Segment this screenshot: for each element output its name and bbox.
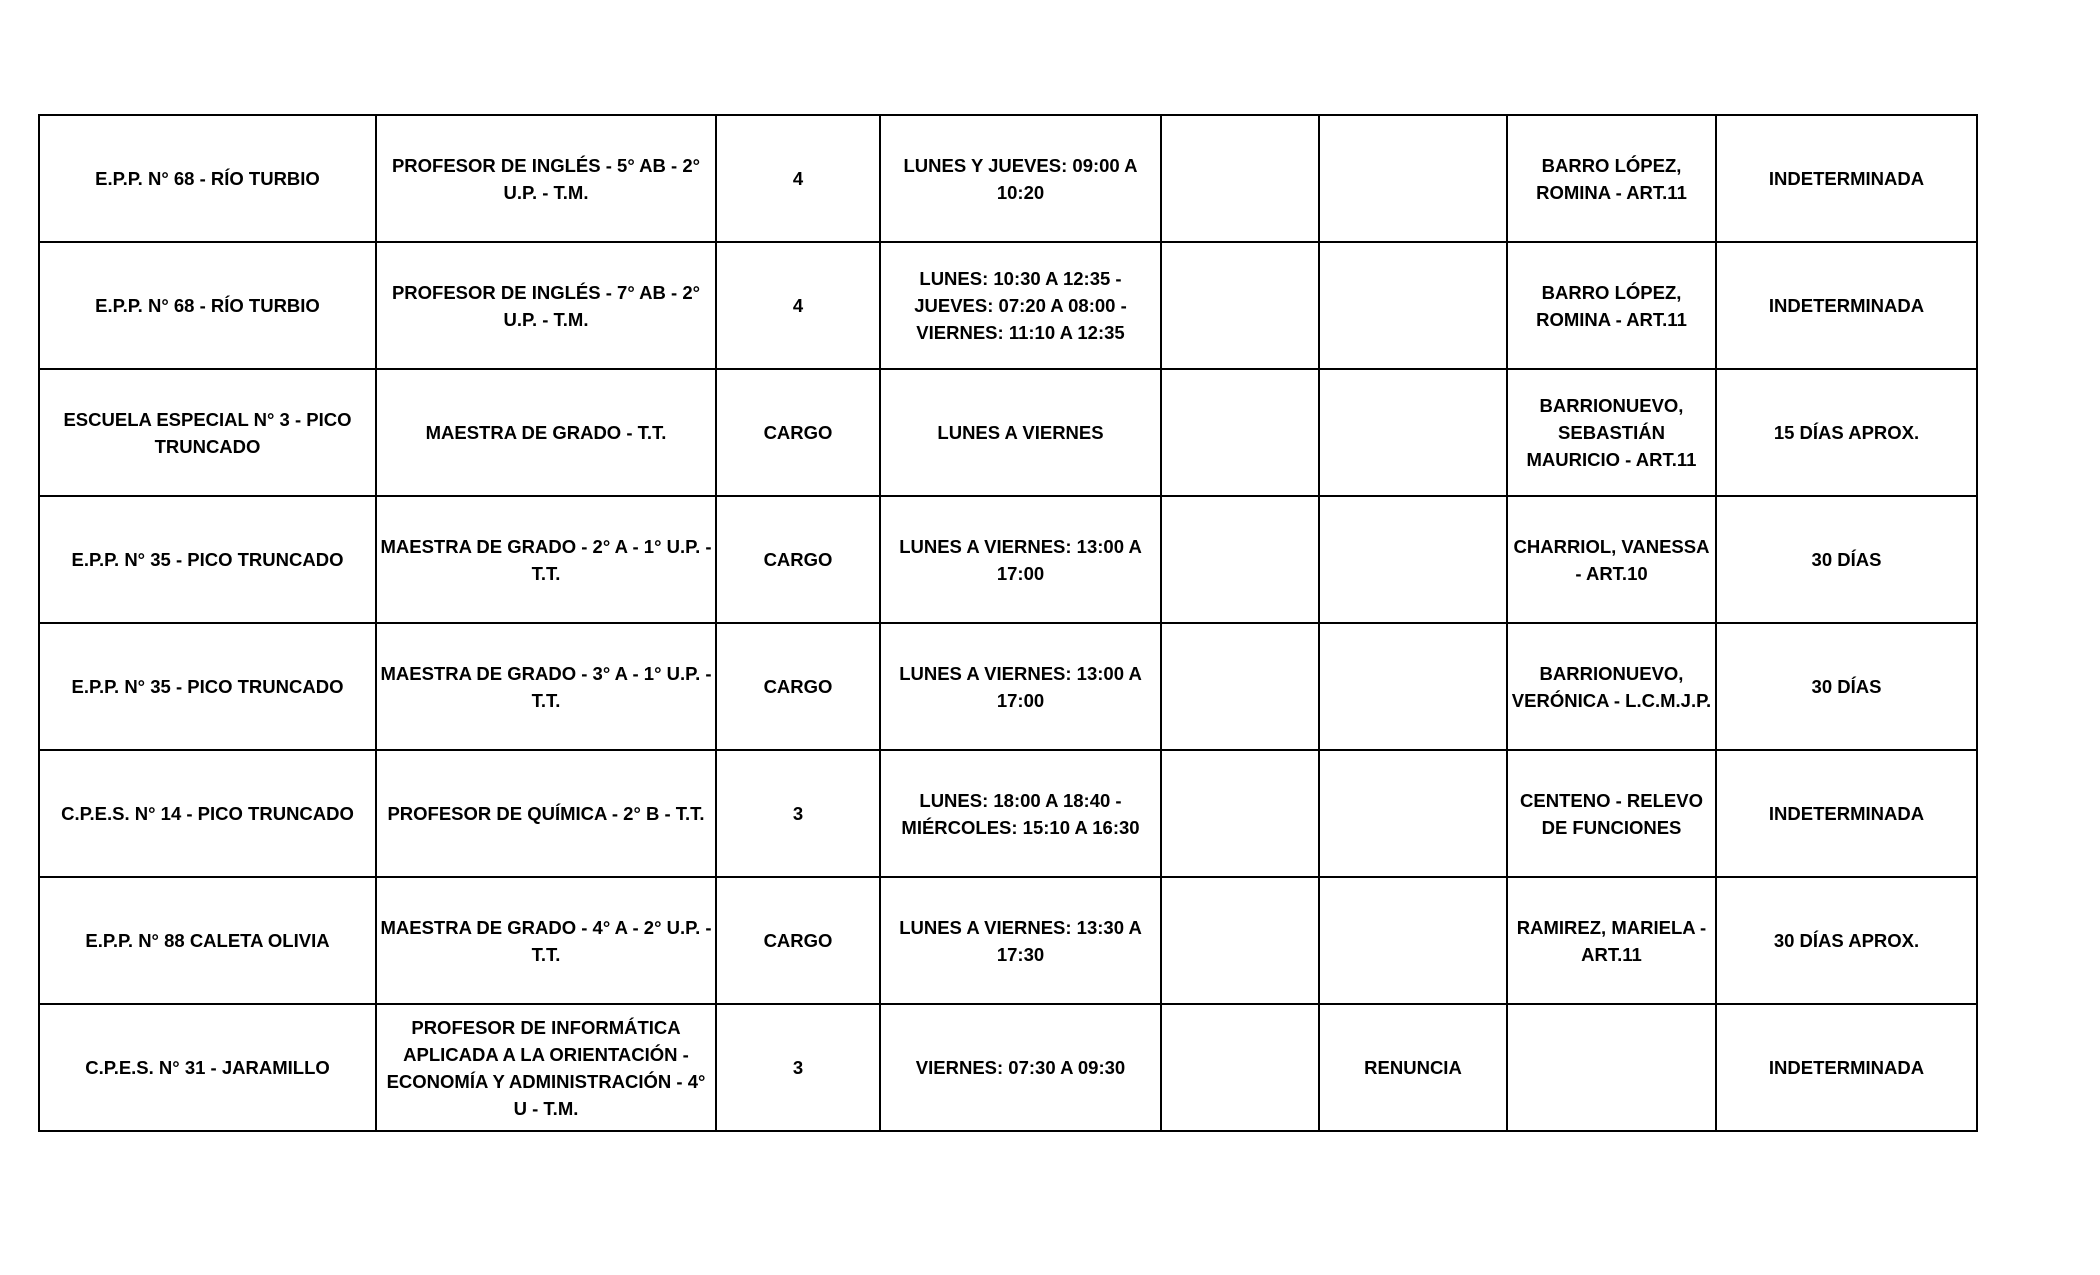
duration-cell: INDETERMINADA bbox=[1716, 750, 1977, 877]
schedule-cell: LUNES A VIERNES: 13:00 A 17:00 bbox=[880, 623, 1161, 750]
reason-cell bbox=[1319, 369, 1507, 496]
replaced-teacher-cell: CHARRIOL, VANESSA - ART.10 bbox=[1507, 496, 1716, 623]
reason-cell bbox=[1319, 496, 1507, 623]
school-cell: E.P.P. N° 68 - RÍO TURBIO bbox=[39, 242, 376, 369]
replaced-teacher-cell: BARRO LÓPEZ, ROMINA - ART.11 bbox=[1507, 115, 1716, 242]
hours-cell: CARGO bbox=[716, 877, 880, 1004]
position-cell: MAESTRA DE GRADO - 3° A - 1° U.P. - T.T. bbox=[376, 623, 716, 750]
reason-cell bbox=[1319, 623, 1507, 750]
duration-cell: 30 DÍAS bbox=[1716, 496, 1977, 623]
replaced-teacher-cell: BARRIONUEVO, VERÓNICA - L.C.M.J.P. bbox=[1507, 623, 1716, 750]
position-cell: PROFESOR DE INGLÉS - 7° AB - 2° U.P. - T.M. bbox=[376, 242, 716, 369]
duration-cell: 30 DÍAS bbox=[1716, 623, 1977, 750]
reason-cell: RENUNCIA bbox=[1319, 1004, 1507, 1131]
hours-cell: CARGO bbox=[716, 623, 880, 750]
position-cell: MAESTRA DE GRADO - T.T. bbox=[376, 369, 716, 496]
school-cell: C.P.E.S. N° 14 - PICO TRUNCADO bbox=[39, 750, 376, 877]
schedule-cell: LUNES A VIERNES: 13:00 A 17:00 bbox=[880, 496, 1161, 623]
reason-cell bbox=[1319, 242, 1507, 369]
hours-cell: CARGO bbox=[716, 496, 880, 623]
table-row bbox=[39, 750, 1977, 877]
spreadsheet-page bbox=[38, 114, 1976, 1132]
replaced-teacher-cell: BARRO LÓPEZ, ROMINA - ART.11 bbox=[1507, 242, 1716, 369]
empty-cell bbox=[1161, 496, 1319, 623]
duration-cell: INDETERMINADA bbox=[1716, 1004, 1977, 1131]
position-cell: MAESTRA DE GRADO - 4° A - 2° U.P. - T.T. bbox=[376, 877, 716, 1004]
table-row bbox=[39, 115, 1977, 242]
table-row bbox=[39, 496, 1977, 623]
school-cell: E.P.P. N° 88 CALETA OLIVIA bbox=[39, 877, 376, 1004]
hours-cell: 3 bbox=[716, 1004, 880, 1131]
empty-cell bbox=[1161, 623, 1319, 750]
replaced-teacher-cell: BARRIONUEVO, SEBASTIÁN MAURICIO - ART.11 bbox=[1507, 369, 1716, 496]
position-cell: PROFESOR DE INFORMÁTICA APLICADA A LA ORIENTACIÓN - ECONOMÍA Y ADMINISTRACIÓN - 4° U - T.M. bbox=[376, 1004, 716, 1131]
school-cell: E.P.P. N° 68 - RÍO TURBIO bbox=[39, 115, 376, 242]
empty-cell bbox=[1161, 750, 1319, 877]
schedule-cell: LUNES: 10:30 A 12:35 - JUEVES: 07:20 A 08:00 - VIERNES: 11:10 A 12:35 bbox=[880, 242, 1161, 369]
position-cell: PROFESOR DE QUÍMICA - 2° B - T.T. bbox=[376, 750, 716, 877]
vacancies-table bbox=[38, 114, 1978, 1132]
reason-cell bbox=[1319, 877, 1507, 1004]
duration-cell: 15 DÍAS APROX. bbox=[1716, 369, 1977, 496]
table-row bbox=[39, 623, 1977, 750]
schedule-cell: LUNES A VIERNES: 13:30 A 17:30 bbox=[880, 877, 1161, 1004]
schedule-cell: LUNES Y JUEVES: 09:00 A 10:20 bbox=[880, 115, 1161, 242]
duration-cell: 30 DÍAS APROX. bbox=[1716, 877, 1977, 1004]
schedule-cell: LUNES: 18:00 A 18:40 - MIÉRCOLES: 15:10 A 16:30 bbox=[880, 750, 1161, 877]
schedule-cell: VIERNES: 07:30 A 09:30 bbox=[880, 1004, 1161, 1131]
hours-cell: 4 bbox=[716, 115, 880, 242]
hours-cell: 4 bbox=[716, 242, 880, 369]
table-body bbox=[39, 115, 1977, 1131]
table-row bbox=[39, 242, 1977, 369]
table-row bbox=[39, 369, 1977, 496]
empty-cell bbox=[1161, 242, 1319, 369]
replaced-teacher-cell: CENTENO - RELEVO DE FUNCIONES bbox=[1507, 750, 1716, 877]
empty-cell bbox=[1161, 115, 1319, 242]
table-row bbox=[39, 877, 1977, 1004]
empty-cell bbox=[1161, 1004, 1319, 1131]
duration-cell: INDETERMINADA bbox=[1716, 115, 1977, 242]
school-cell: C.P.E.S. N° 31 - JARAMILLO bbox=[39, 1004, 376, 1131]
hours-cell: 3 bbox=[716, 750, 880, 877]
schedule-cell: LUNES A VIERNES bbox=[880, 369, 1161, 496]
reason-cell bbox=[1319, 115, 1507, 242]
reason-cell bbox=[1319, 750, 1507, 877]
school-cell: E.P.P. N° 35 - PICO TRUNCADO bbox=[39, 623, 376, 750]
hours-cell: CARGO bbox=[716, 369, 880, 496]
replaced-teacher-cell: RAMIREZ, MARIELA - ART.11 bbox=[1507, 877, 1716, 1004]
table-row bbox=[39, 1004, 1977, 1131]
empty-cell bbox=[1161, 369, 1319, 496]
school-cell: E.P.P. N° 35 - PICO TRUNCADO bbox=[39, 496, 376, 623]
position-cell: PROFESOR DE INGLÉS - 5° AB - 2° U.P. - T.M. bbox=[376, 115, 716, 242]
school-cell: ESCUELA ESPECIAL N° 3 - PICO TRUNCADO bbox=[39, 369, 376, 496]
duration-cell: INDETERMINADA bbox=[1716, 242, 1977, 369]
replaced-teacher-cell bbox=[1507, 1004, 1716, 1131]
position-cell: MAESTRA DE GRADO - 2° A - 1° U.P. - T.T. bbox=[376, 496, 716, 623]
empty-cell bbox=[1161, 877, 1319, 1004]
